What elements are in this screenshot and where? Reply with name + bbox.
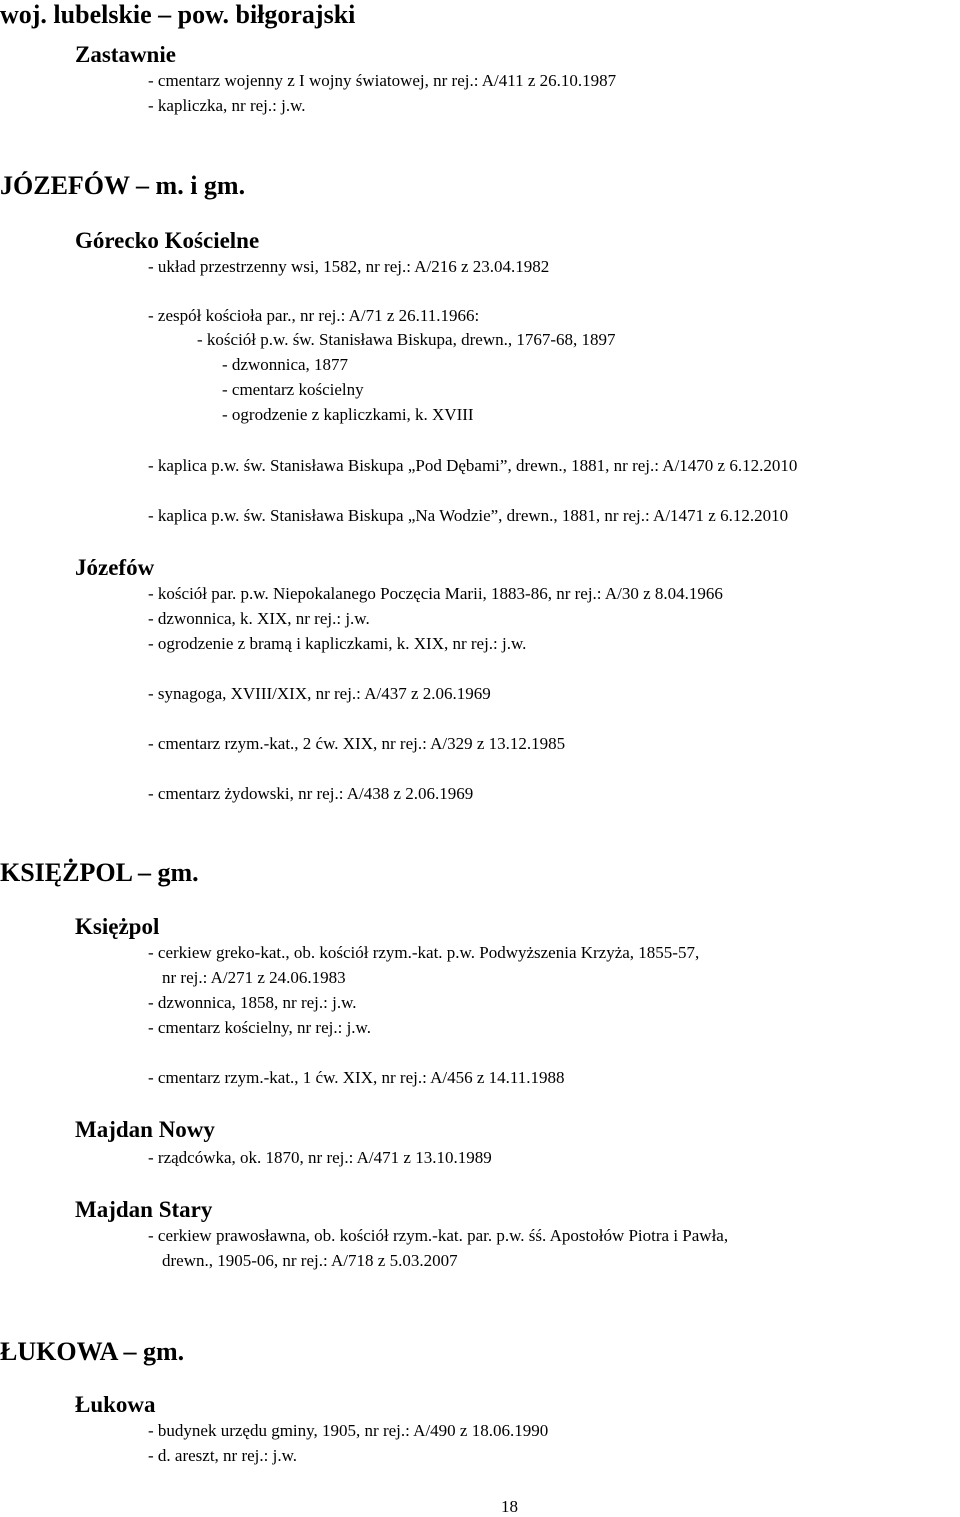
section-title-ksiezpol: Księżpol <box>75 914 160 939</box>
list-item: - dzwonnica, k. XIX, nr rej.: j.w. <box>148 609 370 628</box>
list-item: - kaplica p.w. św. Stanisława Biskupa „Na Wodzie”, drewn., 1881, nr rej.: A/1471 z 6.12.2010 <box>148 506 789 525</box>
list-item: - zespół kościoła par., nr rej.: A/71 z 26.11.1966: <box>148 306 480 325</box>
section-title-gorecko: Górecko Kościelne <box>75 228 260 253</box>
gmina-title-jozefow: JÓZEFÓW – m. i gm. <box>0 171 246 200</box>
list-item: - ogrodzenie z bramą i kapliczkami, k. XIX, nr rej.: j.w. <box>148 634 527 653</box>
list-item: - cmentarz kościelny, nr rej.: j.w. <box>148 1018 371 1037</box>
section-title-jozefow: Józefów <box>75 555 155 580</box>
list-item: nr rej.: A/271 z 24.06.1983 <box>162 968 346 987</box>
list-item: - cmentarz żydowski, nr rej.: A/438 z 2.06.1969 <box>148 784 474 803</box>
page-number: 18 <box>501 1497 518 1516</box>
list-item: - cerkiew greko-kat., ob. kościół rzym.-kat. p.w. Podwyższenia Krzyża, 1855-57, <box>148 943 700 962</box>
list-item: - kaplica p.w. św. Stanisława Biskupa „Pod Dębami”, drewn., 1881, nr rej.: A/1470 z 6.12.2010 <box>148 456 798 475</box>
list-item: - rządcówka, ok. 1870, nr rej.: A/471 z 13.10.1989 <box>148 1148 492 1167</box>
list-item: - cmentarz rzym.-kat., 1 ćw. XIX, nr rej.: A/456 z 14.11.1988 <box>148 1068 565 1087</box>
section-title-majdan-stary: Majdan Stary <box>75 1197 213 1222</box>
list-item: - cmentarz kościelny <box>222 380 364 399</box>
section-title-zastawnie: Zastawnie <box>75 42 176 67</box>
list-item: - dzwonnica, 1877 <box>222 355 349 374</box>
list-item: - kapliczka, nr rej.: j.w. <box>148 96 306 115</box>
gmina-title-ksiezpol: KSIĘŻPOL – gm. <box>0 858 199 887</box>
list-item: - budynek urzędu gminy, 1905, nr rej.: A/490 z 18.06.1990 <box>148 1421 549 1440</box>
list-item: - cerkiew prawosławna, ob. kościół rzym.-kat. par. p.w. śś. Apostołów Piotra i Pawła, <box>148 1226 729 1245</box>
gmina-title-lukowa: ŁUKOWA – gm. <box>0 1337 185 1366</box>
list-item: - cmentarz rzym.-kat., 2 ćw. XIX, nr rej.: A/329 z 13.12.1985 <box>148 734 566 753</box>
list-item: - d. areszt, nr rej.: j.w. <box>148 1446 298 1465</box>
list-item: - dzwonnica, 1858, nr rej.: j.w. <box>148 993 357 1012</box>
list-item: - układ przestrzenny wsi, 1582, nr rej.: A/216 z 23.04.1982 <box>148 257 550 276</box>
list-item: - cmentarz wojenny z I wojny światowej, nr rej.: A/411 z 26.10.1987 <box>148 71 617 90</box>
list-item: - kościół p.w. św. Stanisława Biskupa, drewn., 1767-68, 1897 <box>197 330 616 349</box>
list-item: - ogrodzenie z kapliczkami, k. XVIII <box>222 405 474 424</box>
section-title-majdan-nowy: Majdan Nowy <box>75 1117 215 1142</box>
list-item: drewn., 1905-06, nr rej.: A/718 z 5.03.2007 <box>162 1251 458 1270</box>
header: woj. lubelskie – pow. biłgorajski <box>0 0 356 29</box>
list-item: - kościół par. p.w. Niepokalanego Poczęcia Marii, 1883-86, nr rej.: A/30 z 8.04.1966 <box>148 584 723 603</box>
list-item: - synagoga, XVIII/XIX, nr rej.: A/437 z 2.06.1969 <box>148 684 491 703</box>
section-title-lukowa: Łukowa <box>75 1392 156 1417</box>
